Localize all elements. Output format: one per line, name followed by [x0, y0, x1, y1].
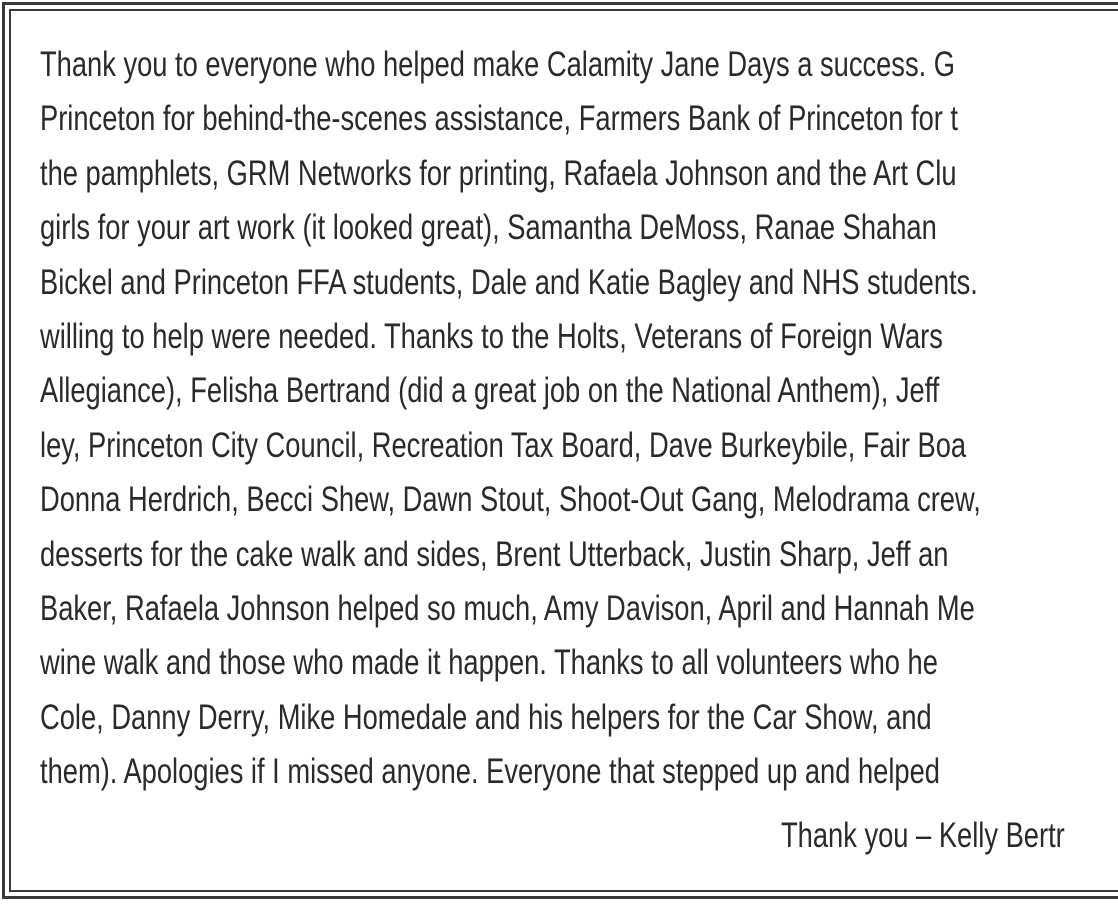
notice-line: them). Apologies if I missed anyone. Everyone that stepped up and helped — [40, 752, 940, 792]
notice-line: Allegiance), Felisha Bertrand (did a great job on the National Anthem), Jeff — [40, 371, 940, 411]
notice-signature: Thank you – Kelly Bertr — [781, 816, 1065, 855]
notice-line: willing to help were needed. Thanks to the Holts, Veterans of Foreign Wars — [40, 316, 943, 356]
notice-line: girls for your art work (it looked great), Samantha DeMoss, Ranae Shahan — [40, 208, 937, 248]
notice-line: the pamphlets, GRM Networks for printing, Rafaela Johnson and the Art Clu — [40, 153, 957, 193]
notice-line: wine walk and those who made it happen. Thanks to all volunteers who he — [40, 643, 938, 683]
notice-line: Donna Herdrich, Becci Shew, Dawn Stout, Shoot-Out Gang, Melodrama crew, — [40, 480, 981, 520]
notice-line: Baker, Rafaela Johnson helped so much, Amy Davison, April and Hannah Me — [40, 588, 975, 628]
notice-body — [40, 38, 1118, 799]
notice-line: Bickel and Princeton FFA students, Dale and Katie Bagley and NHS students. — [40, 262, 978, 302]
notice-line: ley, Princeton City Council, Recreation Tax Board, Dave Burkeybile, Fair Boa — [40, 425, 967, 465]
notice-line: Thank you to everyone who helped make Calamity Jane Days a success. G — [40, 45, 956, 84]
notice-line: Cole, Danny Derry, Mike Homedale and his helpers for the Car Show, and — [40, 697, 932, 737]
notice-line: desserts for the cake walk and sides, Brent Utterback, Justin Sharp, Jeff an — [40, 534, 949, 574]
notice-line: Princeton for behind-the-scenes assistance, Farmers Bank of Princeton for t — [40, 99, 959, 139]
